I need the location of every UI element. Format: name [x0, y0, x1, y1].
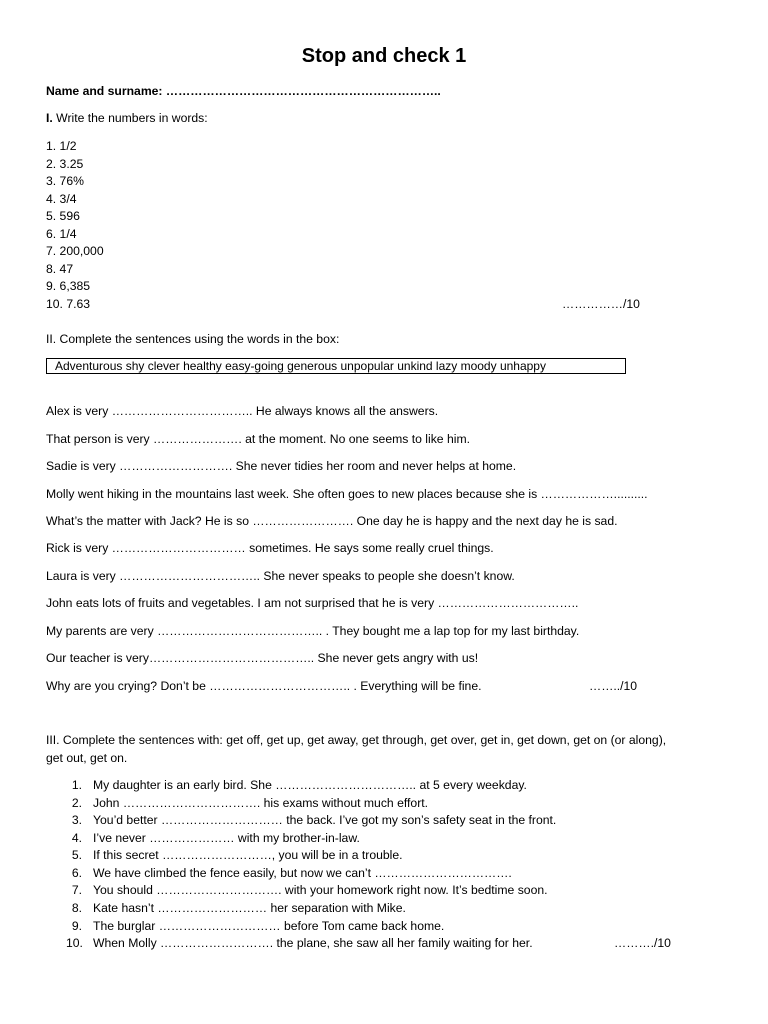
section2-instruction: II. Complete the sentences using the words in the box:	[46, 332, 340, 346]
item-text: You should …………………………. with your homework right now. It’s bedtime soon.	[93, 883, 548, 897]
section3-instruction-line1: III. Complete the sentences with: get off, get up, get away, get through, get over, get in, get down, get on (or along),	[46, 733, 667, 747]
section3-score: ………./10	[614, 936, 671, 950]
item-text: If this secret ………………………, you will be in a trouble.	[93, 848, 403, 862]
item-number: 6.	[71, 866, 82, 880]
sentence-item: What’s the matter with Jack? He is so ……………………. One day he is happy and the next day he is sad.	[46, 514, 618, 528]
word-box: Adventurous shy clever healthy easy-going generous unpopular unkind lazy moody unhappy	[46, 358, 626, 374]
section1-score: ……………/10	[562, 297, 640, 311]
item-number: 5.	[71, 848, 82, 862]
item-text: We have climbed the fence easily, but now we can’t …………………………….	[93, 866, 512, 880]
sentence-item: Why are you crying? Don’t be …………………………….. . Everything will be fine.	[46, 679, 482, 693]
item-number: 4.	[71, 831, 82, 845]
item-number: 7.	[71, 883, 82, 897]
sentence-item: Alex is very …………………………….. He always knows all the answers.	[46, 404, 439, 418]
section1-instruction	[46, 111, 208, 125]
item-text: When Molly ………………………. the plane, she saw all her family waiting for her.	[93, 936, 533, 950]
number-item: 10. 7.63	[46, 297, 91, 311]
section2-score: ……../10	[589, 679, 638, 693]
item-number: 9.	[71, 919, 82, 933]
sentence-item: Laura is very …………………………….. She never speaks to people she doesn’t know.	[46, 569, 515, 583]
section1-instruction-text: Write the numbers in words:	[52, 111, 208, 125]
item-number: 8.	[71, 901, 82, 915]
number-item: 6. 1/4	[46, 227, 77, 241]
item-number: 1.	[71, 778, 82, 792]
number-item: 1. 1/2	[46, 139, 77, 153]
section1-label: I.	[46, 111, 53, 125]
sentence-item: My parents are very ………………………………….. . They bought me a lap top for my last birthday.	[46, 624, 580, 638]
page-title: Stop and check 1	[301, 45, 467, 67]
sentence-item: John eats lots of fruits and vegetables. I am not surprised that he is very ……………………………..	[46, 596, 579, 610]
item-text: You’d better ………………………… the back. I’ve got my son’s safety seat in the front.	[93, 813, 557, 827]
item-text: John ……………………………. his exams without much effort.	[93, 796, 429, 810]
item-text: Kate hasn’t ……………………… her separation with Mike.	[93, 901, 406, 915]
item-text: I’ve never ………………… with my brother-in-law.	[93, 831, 360, 845]
section3-instruction-line2: get out, get on.	[46, 751, 128, 765]
number-item: 5. 596	[46, 209, 80, 223]
item-number: 10.	[66, 936, 83, 950]
name-surname-line: Name and surname: …………………………………………………………..	[46, 84, 441, 98]
number-item: 4. 3/4	[46, 192, 77, 206]
number-item: 8. 47	[46, 262, 74, 276]
item-text: The burglar ………………………… before Tom came back home.	[93, 919, 445, 933]
sentence-item: Molly went hiking in the mountains last week. She often goes to new places because she is ………………..........	[46, 487, 648, 501]
sentence-item: That person is very …………………. at the moment. No one seems to like him.	[46, 432, 470, 446]
sentence-item: Our teacher is very………………………………….. She never gets angry with us!	[46, 651, 479, 665]
item-text: My daughter is an early bird. She …………………………….. at 5 every weekday.	[93, 778, 527, 792]
sentence-item: Sadie is very ………………………. She never tidies her room and never helps at home.	[46, 459, 517, 473]
item-number: 2.	[71, 796, 82, 810]
number-item: 2. 3.25	[46, 157, 84, 171]
number-item: 7. 200,000	[46, 244, 104, 258]
sentence-item: Rick is very …………………………… sometimes. He says some really cruel things.	[46, 541, 494, 555]
number-item: 3. 76%	[46, 174, 84, 188]
item-number: 3.	[71, 813, 82, 827]
number-item: 9. 6,385	[46, 279, 91, 293]
